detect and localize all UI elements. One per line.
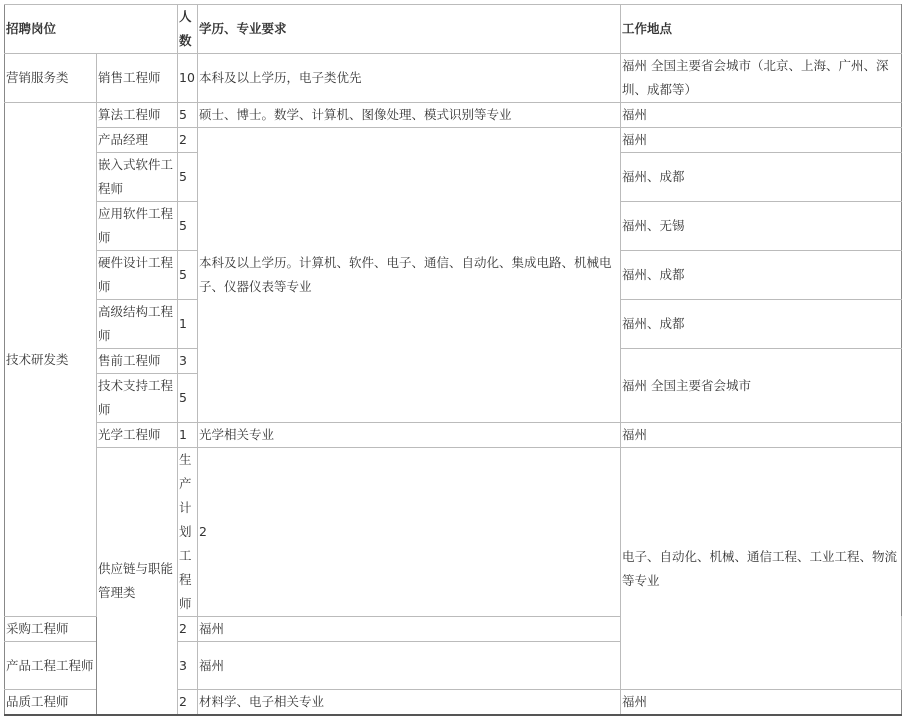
job-location: 福州: [621, 690, 902, 716]
job-count: 2: [178, 617, 198, 642]
job-count: 5: [178, 251, 198, 300]
job-count: 1: [178, 423, 198, 448]
group-tech: 技术研发类: [5, 103, 97, 617]
job-location: 福州、无锡: [621, 202, 902, 251]
job-title: 销售工程师: [97, 54, 178, 103]
job-count: 5: [178, 374, 198, 423]
job-title: 产品经理: [97, 128, 178, 153]
job-count: 3: [178, 349, 198, 374]
job-count: 2: [178, 128, 198, 153]
job-requirements: 光学相关专业: [198, 423, 621, 448]
job-count: 3: [178, 642, 198, 690]
job-title: 硬件设计工程师: [97, 251, 178, 300]
job-requirements: 本科及以上学历。计算机、软件、电子、通信、自动化、集成电路、机械电子、仪器仪表等专业: [198, 128, 621, 423]
job-count: 5: [178, 202, 198, 251]
job-count: 2: [198, 448, 621, 617]
header-requirements: 学历、专业要求: [198, 5, 621, 54]
table-header: [5, 5, 902, 54]
job-location: 福州 全国主要省会城市: [621, 349, 902, 423]
header-count: 人数: [178, 5, 198, 54]
job-location: 福州、成都: [621, 153, 902, 202]
job-count: 2: [178, 690, 198, 716]
job-title: 产品工程工程师: [5, 642, 97, 690]
job-location: 福州: [621, 103, 902, 128]
table-row: [5, 54, 902, 103]
job-title: 生产计划工程师: [178, 448, 198, 617]
job-requirements: 材料学、电子相关专业: [198, 690, 621, 716]
recruitment-table: [4, 4, 902, 716]
job-title: 算法工程师: [97, 103, 178, 128]
table-row: [5, 128, 902, 153]
job-title: 采购工程师: [5, 617, 97, 642]
job-title: 技术支持工程师: [97, 374, 178, 423]
job-requirements: 本科及以上学历，电子类优先: [198, 54, 621, 103]
job-count: 1: [178, 300, 198, 349]
job-count: 5: [178, 103, 198, 128]
job-count: 5: [178, 153, 198, 202]
job-title: 嵌入式软件工程师: [97, 153, 178, 202]
job-location: 福州: [198, 642, 621, 690]
job-location: 福州 全国主要省会城市（北京、上海、广州、深圳、成都等）: [621, 54, 902, 103]
job-requirements: 电子、自动化、机械、通信工程、工业工程、物流等专业: [621, 448, 902, 690]
job-requirements: 硕士、博士。数学、计算机、图像处理、模式识别等专业: [198, 103, 621, 128]
group-supply: 供应链与职能管理类: [97, 448, 178, 716]
job-title: 售前工程师: [97, 349, 178, 374]
job-count: 10: [178, 54, 198, 103]
job-title: 品质工程师: [5, 690, 97, 716]
header-position: 招聘岗位: [5, 5, 178, 54]
job-title: 高级结构工程师: [97, 300, 178, 349]
table-row: [5, 448, 902, 617]
job-location: 福州: [621, 128, 902, 153]
job-location: 福州、成都: [621, 300, 902, 349]
table-row: [5, 423, 902, 448]
job-location: 福州: [621, 423, 902, 448]
header-location: 工作地点: [621, 5, 902, 54]
table-row: [5, 103, 902, 128]
job-location: 福州: [198, 617, 621, 642]
job-title: 应用软件工程师: [97, 202, 178, 251]
job-title: 光学工程师: [97, 423, 178, 448]
job-location: 福州、成都: [621, 251, 902, 300]
group-sales: 营销服务类: [5, 54, 97, 103]
